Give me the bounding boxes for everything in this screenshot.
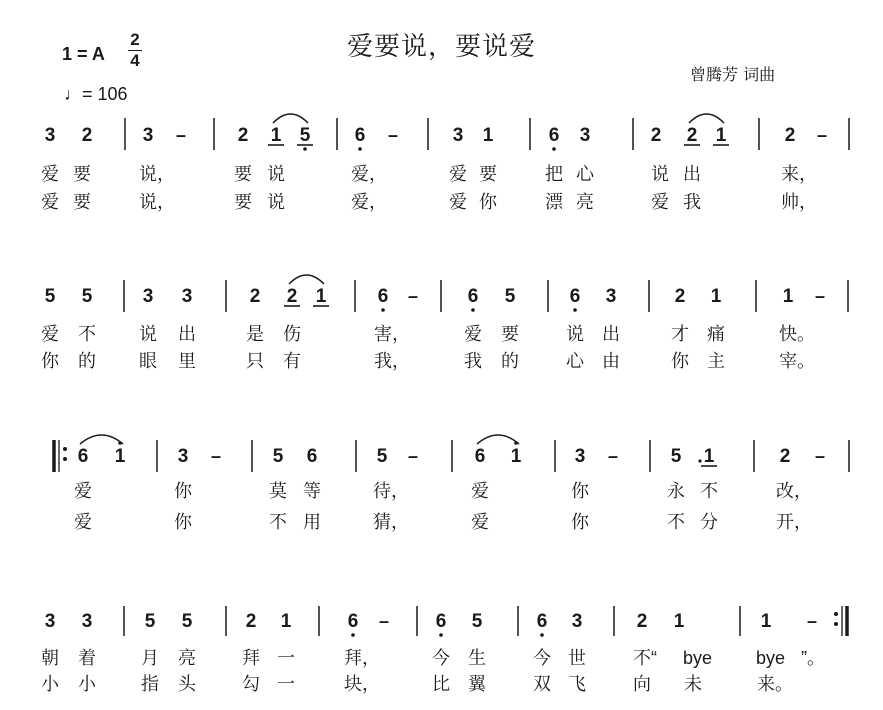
lyric-word: 有 <box>283 351 301 371</box>
note: 5 <box>44 286 56 307</box>
lyric-word: 不“ <box>633 648 657 668</box>
lyric-word: 害， <box>374 324 410 344</box>
lyric-word: 生 <box>468 648 486 668</box>
sustain-dash: – <box>175 125 187 145</box>
note: 2 <box>686 125 698 146</box>
note: 1 <box>270 125 282 146</box>
lyric-word: 一 <box>277 648 295 668</box>
note: 6 <box>435 611 447 632</box>
lyric-word: 说 <box>267 192 285 212</box>
lyric-word: 改， <box>776 481 812 501</box>
tie-arc <box>289 275 324 284</box>
lyric-word: 爱 <box>41 164 59 184</box>
lyric-word: 漂 <box>545 192 563 212</box>
lyric-word: 朝 <box>41 648 59 668</box>
note: 5 <box>181 611 193 632</box>
note: 2 <box>784 125 796 146</box>
lyric-word: 的 <box>78 351 96 371</box>
note: 6 <box>347 611 359 632</box>
song-title: 爱要说，要说爱 <box>346 32 536 62</box>
sustain-dash: – <box>814 446 826 466</box>
lyric-word: 来， <box>781 164 817 184</box>
note: 1 <box>673 611 685 632</box>
sustain-dash: – <box>407 286 419 306</box>
note: 3 <box>142 286 154 307</box>
lyric-word: bye <box>756 648 786 668</box>
lyric-word: 要 <box>479 164 497 184</box>
lyric-word: 拜 <box>242 648 260 668</box>
lyric-word: bye <box>683 648 713 668</box>
sustain-dash: – <box>814 286 826 306</box>
lyric-word: 说 <box>139 324 157 344</box>
lyric-word: 块， <box>344 674 380 694</box>
lyric-word: 要 <box>234 164 252 184</box>
lyric-word: 我 <box>464 351 482 371</box>
tempo-marking: ♩= 106 <box>64 84 128 104</box>
lyric-word: 由 <box>602 351 620 371</box>
note: 6 <box>548 125 560 146</box>
lyric-word: 一 <box>277 674 295 694</box>
repeat-dot <box>834 612 838 616</box>
note: 3 <box>81 611 93 632</box>
lyric-word: 心 <box>576 164 594 184</box>
lyric-word: 世 <box>568 648 586 668</box>
note: 5 <box>144 611 156 632</box>
lyric-word: 比 <box>432 674 450 694</box>
lyric-line-2 <box>41 674 793 694</box>
lyric-word: 说 <box>566 324 584 344</box>
lyric-word: 说 <box>651 164 669 184</box>
lyric-word: 心 <box>566 351 584 371</box>
lyric-word: 爱 <box>449 192 467 212</box>
lyric-word: 要 <box>501 324 519 344</box>
lyric-word: 莫 <box>269 481 287 501</box>
lyric-word: 的 <box>501 351 519 371</box>
note: 6 <box>569 286 581 307</box>
lyric-word: 爱 <box>651 192 669 212</box>
lyric-word: 出 <box>178 324 196 344</box>
lyric-word: 不 <box>78 324 96 344</box>
note: 2 <box>81 125 93 146</box>
lyric-word: 指 <box>141 674 159 694</box>
lyric-line-1 <box>41 648 825 668</box>
sustain-dash: – <box>816 125 828 145</box>
note: 2 <box>245 611 257 632</box>
sustain-dash: – <box>387 125 399 145</box>
lyric-word: 说， <box>139 192 175 212</box>
octave-dot-below <box>552 147 556 151</box>
octave-dot-below <box>351 633 355 637</box>
sustain-dash: – <box>407 446 419 466</box>
lyric-word: 帅， <box>781 192 817 212</box>
lyric-line-1 <box>74 481 812 501</box>
lyric-word: 今 <box>533 648 551 668</box>
repeat-dot <box>834 622 838 626</box>
note: 6 <box>536 611 548 632</box>
lyric-word: 爱， <box>351 192 387 212</box>
lyric-word: 我， <box>374 351 410 371</box>
lyric-word: 拜， <box>344 648 380 668</box>
octave-dot-below <box>573 308 577 312</box>
lyric-word: 爱 <box>471 512 489 532</box>
lyric-word: 伤 <box>283 324 301 344</box>
lyric-word: 眼 <box>139 351 157 371</box>
tie-arc <box>80 435 123 444</box>
lyric-word: 要 <box>73 164 91 184</box>
note: 1 <box>715 125 727 146</box>
system-3 <box>54 435 849 532</box>
lyric-word: 未 <box>684 674 702 694</box>
octave-dot-below <box>381 308 385 312</box>
lyric-word: 小 <box>78 674 96 694</box>
lyric-line-1 <box>41 324 815 344</box>
lyric-word: 永 <box>667 481 685 501</box>
note: 3 <box>181 286 193 307</box>
lyric-word: 飞 <box>568 674 586 694</box>
lyric-word: 亮 <box>576 192 594 212</box>
composer-credit: 曾腾芳 词曲 <box>690 65 776 84</box>
note: 6 <box>467 286 479 307</box>
lyric-word: 爱 <box>471 481 489 501</box>
note: 2 <box>650 125 662 146</box>
lyric-word: 等 <box>303 481 321 501</box>
lyric-word: 要 <box>73 192 91 212</box>
lyric-word: 要 <box>234 192 252 212</box>
lyric-word: 把 <box>545 164 563 184</box>
note: 6 <box>377 286 389 307</box>
lyric-word: 开， <box>776 512 812 532</box>
lyric-word: 爱 <box>74 481 92 501</box>
octave-dot-below <box>358 147 362 151</box>
lyric-word: 向 <box>633 674 651 694</box>
lyric-word: 不 <box>700 481 718 501</box>
key-signature: 1 = A <box>62 44 105 64</box>
octave-dot-below <box>439 633 443 637</box>
lyric-word: 你 <box>571 481 589 501</box>
lyric-word: 不 <box>269 512 287 532</box>
lyric-line-2 <box>74 512 812 532</box>
lyric-word: 你 <box>174 512 192 532</box>
note: 1 <box>710 286 722 307</box>
lyric-word: 你 <box>41 351 59 371</box>
note: 5 <box>376 446 388 467</box>
lyric-word: 说， <box>139 164 175 184</box>
lyric-word: 亮 <box>178 648 196 668</box>
note: 1 <box>782 286 794 307</box>
lyric-word: 爱 <box>41 324 59 344</box>
lyric-word: 爱， <box>351 164 387 184</box>
octave-dot-below <box>471 308 475 312</box>
note: 3 <box>44 125 56 146</box>
note: 6 <box>77 446 89 467</box>
lyric-word: 我 <box>683 192 701 212</box>
note: 2 <box>286 286 298 307</box>
lyric-word: 是 <box>246 324 264 344</box>
lyric-word: 小 <box>41 674 59 694</box>
lyric-word: 爱 <box>41 192 59 212</box>
lyric-word: 今 <box>432 648 450 668</box>
lyric-word: 不 <box>667 512 685 532</box>
note: 3 <box>571 611 583 632</box>
lyric-word: 待， <box>373 481 409 501</box>
note: 1 <box>114 446 126 467</box>
note: 3 <box>44 611 56 632</box>
lyric-word: 里 <box>178 351 196 371</box>
sustain-dash: – <box>378 611 390 631</box>
lyric-word: 你 <box>671 351 689 371</box>
note: 2 <box>674 286 686 307</box>
note: 2 <box>779 446 791 467</box>
lyric-word: 爱 <box>74 512 92 532</box>
sustain-dash: – <box>210 446 222 466</box>
note: 1 <box>510 446 522 467</box>
note: 5 <box>670 446 682 467</box>
lyric-word: 痛 <box>707 324 725 344</box>
note: 3 <box>605 286 617 307</box>
lyric-word: 快。 <box>779 324 815 344</box>
lyric-word: 勾 <box>242 674 260 694</box>
lyric-word: 猜， <box>373 512 409 532</box>
repeat-dot <box>63 457 67 461</box>
lyric-line-2 <box>41 351 815 371</box>
tie-arc <box>477 435 519 444</box>
lyric-word: 只 <box>246 351 264 371</box>
dot <box>698 459 701 462</box>
note: 3 <box>579 125 591 146</box>
note: 3 <box>142 125 154 146</box>
note: 1 <box>315 286 327 307</box>
octave-dot-below <box>540 633 544 637</box>
system-1 <box>41 114 849 212</box>
tie-arc <box>273 114 308 123</box>
time-signature-top: 2 <box>130 30 140 49</box>
note: 1 <box>703 446 715 467</box>
lyric-line-1 <box>41 164 817 184</box>
note: 1 <box>482 125 494 146</box>
note: 3 <box>574 446 586 467</box>
tie-arc <box>689 114 724 123</box>
lyric-word: 着 <box>78 648 96 668</box>
lyric-word: 你 <box>571 512 589 532</box>
lyric-word: 宰。 <box>779 351 815 371</box>
note: 5 <box>471 611 483 632</box>
lyric-word: 出 <box>602 324 620 344</box>
note: 2 <box>237 125 249 146</box>
lyric-word: ”。 <box>801 648 825 668</box>
note: 6 <box>306 446 318 467</box>
system-2 <box>41 275 848 371</box>
repeat-dot <box>63 447 67 451</box>
lyric-word: 才 <box>671 324 689 344</box>
lyric-word: 爱 <box>449 164 467 184</box>
system-4 <box>41 606 847 694</box>
sustain-dash: – <box>806 611 818 631</box>
lyric-word: 用 <box>303 512 321 532</box>
time-signature-bottom: 4 <box>130 51 140 70</box>
note: 5 <box>299 125 311 146</box>
lyric-word: 你 <box>479 192 497 212</box>
lyric-word: 你 <box>174 481 192 501</box>
note: 1 <box>280 611 292 632</box>
note: 1 <box>760 611 772 632</box>
lyric-word: 分 <box>700 512 718 532</box>
note: 2 <box>249 286 261 307</box>
note: 3 <box>452 125 464 146</box>
octave-dot-below <box>303 147 307 151</box>
lyric-word: 头 <box>178 674 196 694</box>
note: 3 <box>177 446 189 467</box>
note: 5 <box>81 286 93 307</box>
lyric-word: 来。 <box>757 674 793 694</box>
note: 2 <box>636 611 648 632</box>
lyric-word: 出 <box>683 164 701 184</box>
lyric-word: 月 <box>141 648 159 668</box>
lyric-word: 说 <box>267 164 285 184</box>
sustain-dash: – <box>607 446 619 466</box>
lyric-word: 爱 <box>464 324 482 344</box>
note: 6 <box>474 446 486 467</box>
lyric-word: 双 <box>533 674 551 694</box>
lyric-word: 主 <box>707 351 725 371</box>
note: 5 <box>504 286 516 307</box>
lyric-line-2 <box>41 192 817 212</box>
lyric-word: 翼 <box>468 674 486 694</box>
note: 5 <box>272 446 284 467</box>
note: 6 <box>354 125 366 146</box>
